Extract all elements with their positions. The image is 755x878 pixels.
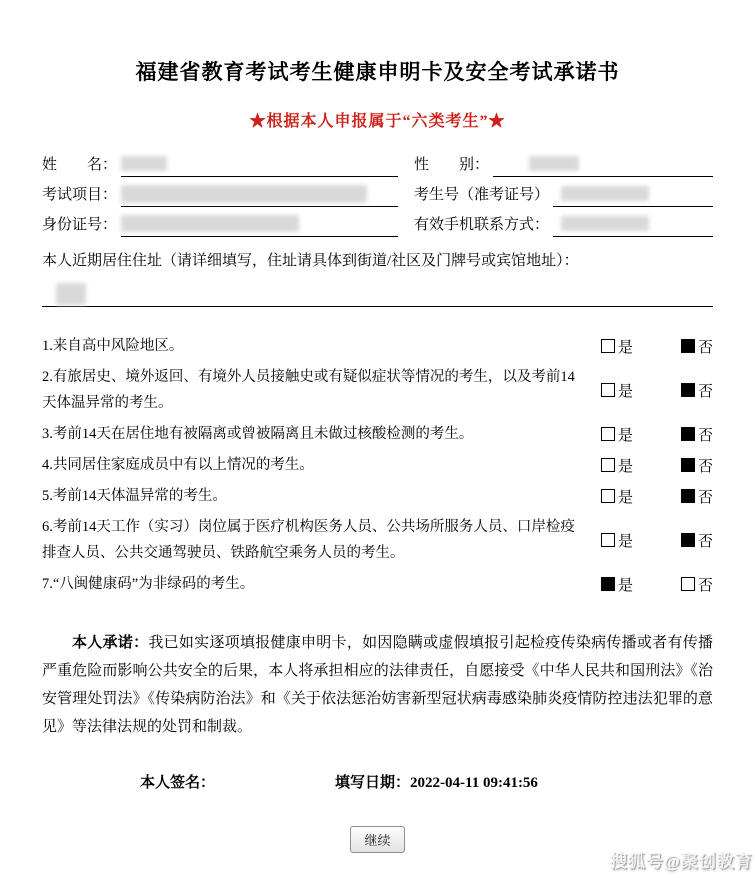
question-row (42, 333, 713, 359)
no-checkbox-icon (681, 489, 695, 503)
question-row (42, 452, 713, 478)
exam-project-label: 考试项目： (42, 187, 118, 203)
no-option[interactable] (681, 336, 713, 357)
no-option[interactable] (681, 455, 713, 476)
no-label: 否 (697, 339, 713, 356)
question-text: 5.考前14天体温异常的考生。 (42, 488, 227, 504)
address-input[interactable] (42, 274, 713, 307)
yes-checkbox-icon (601, 533, 615, 547)
id-number-input[interactable] (121, 211, 398, 237)
form-row-2 (42, 177, 713, 207)
question-text: 3.考前14天在居住地有被隔离或曾被隔离且未做过核酸检测的考生。 (42, 426, 474, 442)
yes-label: 是 (618, 339, 634, 356)
page-subtitle: ★根据本人申报属于“六类考生”★ (249, 113, 506, 130)
no-checkbox-icon (681, 339, 695, 353)
yes-option[interactable] (601, 574, 633, 595)
id-number-field (42, 207, 398, 237)
no-option[interactable] (681, 530, 713, 551)
yes-label: 是 (618, 383, 634, 400)
yes-label: 是 (618, 577, 634, 594)
question-text: 4.共同居住家庭成员中有以上情况的考生。 (42, 457, 314, 473)
date-label: 填写日期： (335, 775, 411, 791)
address-value-redacted (56, 283, 86, 305)
no-option[interactable] (681, 486, 713, 507)
gender-input[interactable] (493, 151, 713, 177)
question-answers (601, 530, 713, 551)
name-label: 姓 名： (42, 157, 118, 173)
no-label: 否 (697, 533, 713, 550)
question-row (42, 514, 713, 566)
candidate-no-field (414, 177, 713, 207)
yes-option[interactable] (601, 455, 633, 476)
yes-option[interactable] (601, 380, 633, 401)
signature-label: 本人签名： (140, 775, 216, 791)
no-option[interactable] (681, 574, 713, 595)
form-row-1 (42, 147, 713, 177)
commitment-body: 我已如实逐项填报健康申明卡，如因隐瞒或虚假填报引起检疫传染病传播或者有传播严重危险而影响公共安全的后果，本人将承担相应的法律责任，自愿接受《中华人民共和国刑法》《治安管理处罚法》《传染病防治法》和《关于依法惩治妨害新型冠状病毒感染肺炎疫情防控违法犯罪的意见》等法律法规的处罚和制裁。 (42, 635, 713, 735)
yes-checkbox-icon (601, 577, 615, 591)
commitment-lead: 本人承诺： (72, 635, 149, 651)
address-label: 本人近期居住住址（请详细填写，住址请具体到街道/社区及门牌号或宾馆地址）： (42, 253, 579, 269)
signature-row (42, 771, 713, 792)
question-answers (601, 574, 713, 595)
form-row-3 (42, 207, 713, 237)
phone-value-redacted (561, 216, 649, 231)
gender-field (414, 147, 713, 177)
yes-checkbox-icon (601, 339, 615, 353)
id-number-value-redacted (121, 215, 299, 232)
fill-date (335, 771, 538, 792)
gender-label: 性 别： (414, 157, 490, 173)
candidate-no-value-redacted (561, 186, 649, 201)
gender-value-redacted (529, 156, 579, 171)
no-label: 否 (697, 383, 713, 400)
question-answers (601, 486, 713, 507)
name-value-redacted (121, 156, 167, 171)
candidate-no-input[interactable] (553, 181, 713, 207)
no-option[interactable] (681, 380, 713, 401)
exam-project-value-redacted (121, 185, 367, 203)
yes-option[interactable] (601, 530, 633, 551)
exam-project-input[interactable] (121, 181, 398, 207)
page-title: 福建省教育考试考生健康申明卡及安全考试承诺书 (135, 60, 620, 84)
questions-list (42, 333, 713, 597)
yes-checkbox-icon (601, 489, 615, 503)
question-text: 6.考前14天工作（实习）岗位属于医疗机构医务人员、公共场所服务人员、口岸检疫排查人员、公共交通驾驶员、铁路航空乘务人员的考生。 (42, 519, 575, 561)
watermark: 搜狐号@聚创教育 (610, 852, 753, 871)
yes-option[interactable] (601, 336, 633, 357)
question-answers (601, 455, 713, 476)
name-field (42, 147, 398, 177)
yes-label: 是 (618, 489, 634, 506)
no-checkbox-icon (681, 383, 695, 397)
commitment-paragraph (42, 629, 713, 741)
yes-label: 是 (618, 533, 634, 550)
yes-checkbox-icon (601, 427, 615, 441)
no-checkbox-icon (681, 533, 695, 547)
date-value: 2022-04-11 09:41:56 (410, 775, 538, 791)
question-row (42, 483, 713, 509)
question-row (42, 364, 713, 416)
phone-label: 有效手机联系方式： (414, 217, 550, 233)
no-label: 否 (697, 489, 713, 506)
candidate-info-form (42, 147, 713, 237)
question-answers (601, 424, 713, 445)
no-option[interactable] (681, 424, 713, 445)
health-declaration-page (0, 56, 755, 853)
yes-label: 是 (618, 427, 634, 444)
question-answers (601, 380, 713, 401)
question-answers (601, 336, 713, 357)
no-checkbox-icon (681, 577, 695, 591)
exam-project-field (42, 177, 398, 207)
yes-label: 是 (618, 458, 634, 475)
no-label: 否 (697, 427, 713, 444)
candidate-no-label: 考生号（准考证号） (414, 187, 550, 203)
question-text: 2.有旅居史、境外返回、有境外人员接触史或有疑似症状等情况的考生，以及考前14天体温异常的考生。 (42, 369, 575, 411)
question-row (42, 421, 713, 447)
yes-option[interactable] (601, 424, 633, 445)
question-text: 1.来自高中风险地区。 (42, 338, 184, 354)
no-label: 否 (697, 458, 713, 475)
yes-option[interactable] (601, 486, 633, 507)
phone-field (414, 207, 713, 237)
no-checkbox-icon (681, 427, 695, 441)
phone-input[interactable] (553, 211, 713, 237)
name-input[interactable] (121, 151, 398, 177)
question-text: 7.“八闽健康码”为非绿码的考生。 (42, 576, 255, 592)
continue-button[interactable]: 继续 (350, 826, 404, 853)
no-checkbox-icon (681, 458, 695, 472)
id-number-label: 身份证号： (42, 217, 118, 233)
no-label: 否 (697, 577, 713, 594)
yes-checkbox-icon (601, 458, 615, 472)
yes-checkbox-icon (601, 383, 615, 397)
question-row (42, 571, 713, 597)
